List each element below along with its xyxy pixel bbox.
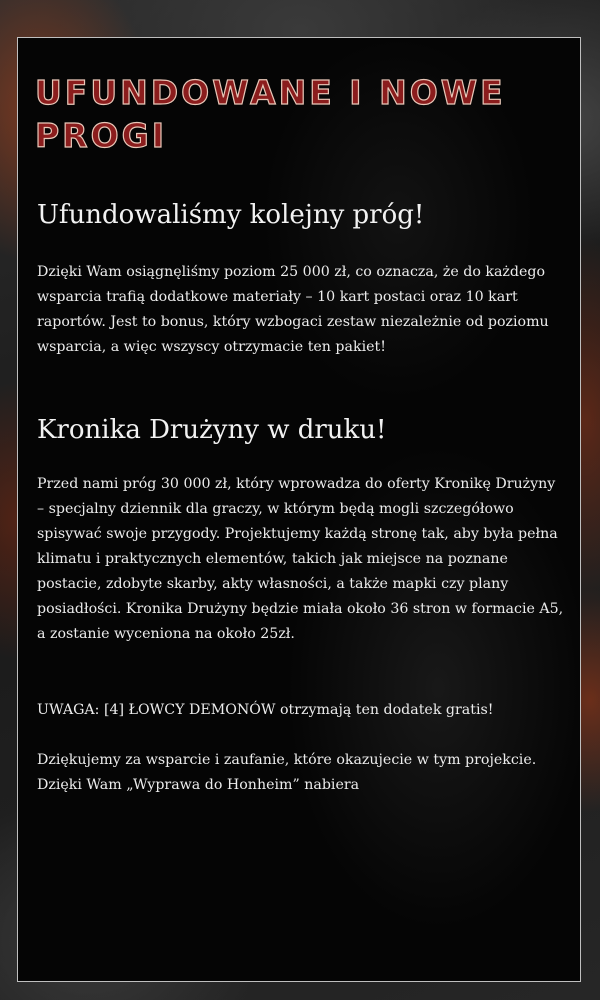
section-heading-chronicle: Kronika Drużyny w druku!: [37, 415, 387, 445]
closing-text: Dziękujemy za wsparcie i zaufanie, które okazujecie w tym projekcie. Dzięki Wam „Wyprawa do Honheim” nabiera: [37, 752, 537, 793]
section-body-funded: Dzięki Wam osiągnęliśmy poziom 25 000 zł, co oznacza, że do każdego wsparcia trafią dodatkowe materiały – 10 kart postaci oraz 10 kart raportów. Jest to bonus, który wzbogaci zestaw niezależnie od poziomu wsparcia, a więc wszyscy otrzymacie ten pakiet!: [37, 264, 549, 355]
section-heading-funded: Ufundowaliśmy kolejny próg!: [37, 200, 425, 230]
notice-text: UWAGA: [4] ŁOWCY DEMONÓW otrzymają ten dodatek gratis!: [37, 702, 494, 718]
content-panel: [17, 37, 581, 982]
page-title: UFUNDOWANE I NOWE PROGI: [35, 73, 506, 155]
section-body-chronicle: Przed nami próg 30 000 zł, który wprowadza do oferty Kronikę Drużyny – specjalny dziennik dla graczy, w którym będą mogli szczegółowo spisywać swoje przygody. Projektujemy każdą stronę tak, aby była pełna klimatu i praktycznych elementów, takich jak miejsce na poznane postacie, zdobyte skarby, akty własności, a także mapki czy plany posiadłości. Kronika Drużyny będzie miała około 36 stron w formacie A5, a zostanie wyceniona na około 25zł.: [37, 476, 564, 642]
